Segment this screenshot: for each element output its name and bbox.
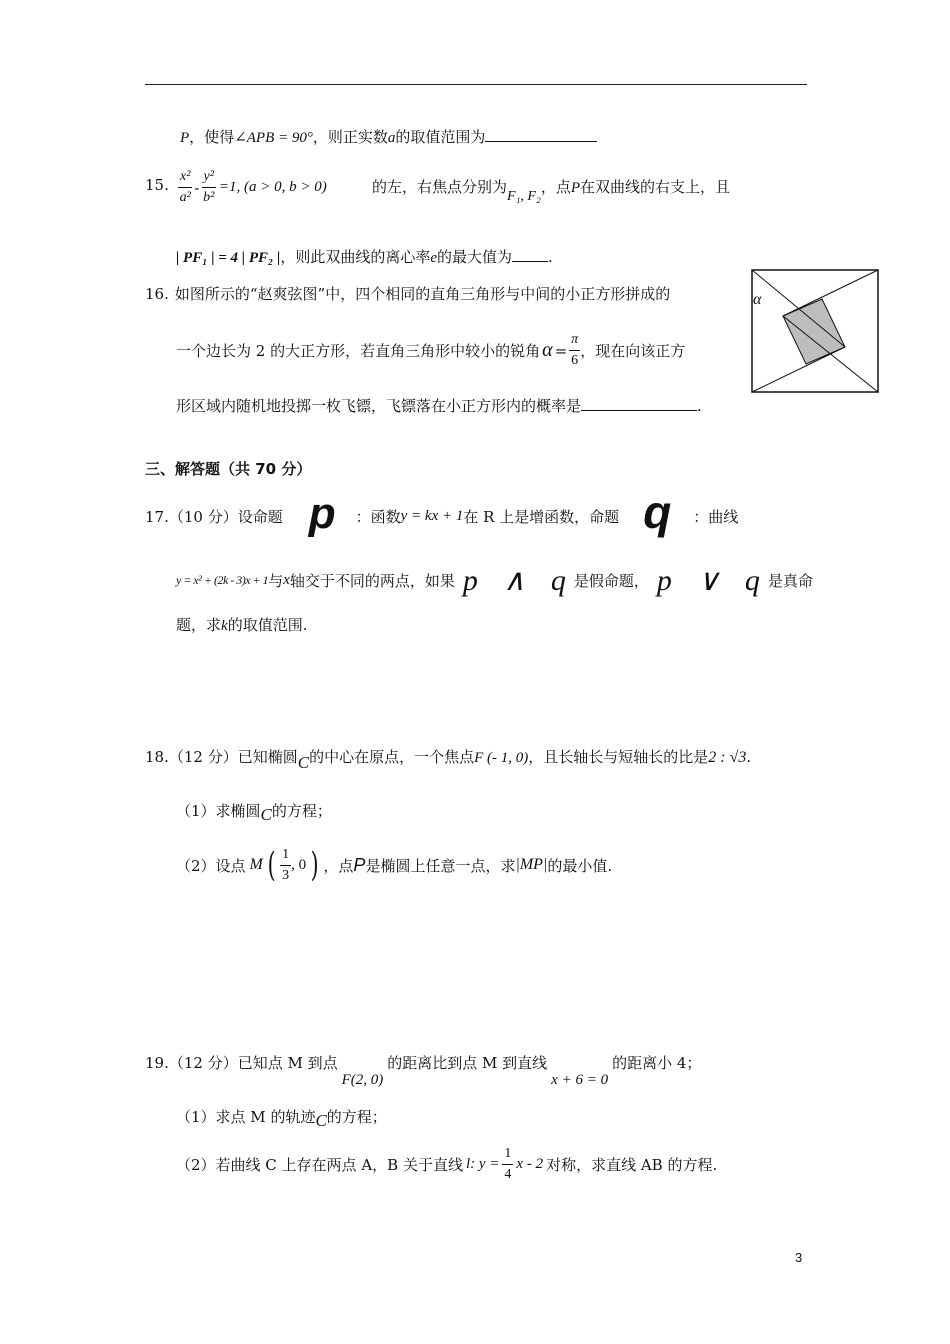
q19-part1 xyxy=(176,1106,387,1130)
q19-part1-C: C xyxy=(315,1111,327,1130)
q14-angle: ∠APB = 90° xyxy=(234,130,313,146)
q18-P: P xyxy=(353,854,366,875)
q15-line1 xyxy=(372,176,731,204)
q18-ratio: 2 : √3 xyxy=(708,749,747,766)
q19-frac: $\frac{1}{4}$ xyxy=(504,1145,512,1182)
q18-part2-text2: ，点 xyxy=(323,856,354,875)
header-rule xyxy=(145,84,807,85)
q17-text9: 的取值范围. xyxy=(227,616,308,634)
q16-answer-blank xyxy=(581,396,697,411)
q18-part1 xyxy=(176,800,332,824)
q18-My: , 0 xyxy=(291,856,307,873)
q15-eq: =1, (a > 0, b > 0) xyxy=(218,179,327,195)
q18-M: M xyxy=(249,856,263,873)
q19-F: F(2, 0) xyxy=(341,1072,384,1088)
q15-line2 xyxy=(176,246,553,267)
q16-text2b: ，现在向该正方 xyxy=(580,342,686,360)
q17-text1: ：函数 xyxy=(355,507,401,526)
q19-text1: 的距离比到点 M 到直线 xyxy=(387,1054,548,1072)
q19-number: 19.（12 分）已知点 M 到点 xyxy=(145,1054,338,1072)
q18-part1-C: C xyxy=(260,805,272,824)
q17-curve: y = x² + (2k - 3)x + 1 xyxy=(176,572,269,587)
q19-text2: 的距离小 4； xyxy=(612,1054,702,1072)
q18-C: C xyxy=(297,753,310,772)
q19-line1 xyxy=(145,1052,702,1088)
q16-text2a: 一个边长为 2 的大正方形，若直角三角形中较小的锐角 xyxy=(176,342,541,360)
q14-tail xyxy=(180,126,597,147)
q17-number: 17.（10 分）设命题 xyxy=(145,507,283,526)
q18-MP: |MP| xyxy=(515,856,548,873)
q19-part1-text: （1）求点 M 的轨迹 xyxy=(176,1108,316,1126)
q16-line1 xyxy=(145,283,670,304)
q17-line2 xyxy=(176,560,813,600)
zhao-shuang-diagram xyxy=(750,268,880,394)
q17-text6: 是假命题， xyxy=(573,571,649,590)
q18-part2: （2）设点 M ( $\frac{1}{3}$ , 0 ) ，点 P 是椭圆上任意一点，求 |MP| 的最小值. xyxy=(176,845,613,885)
q15-text5: 的最大值为 xyxy=(437,248,513,266)
q15-text4: ，则此双曲线的离心率 xyxy=(280,248,431,266)
diagram-alpha-label: α xyxy=(753,291,762,308)
q19-part2 xyxy=(176,1144,717,1184)
q17-text5: 轴交于不同的两点，如果 xyxy=(289,571,455,590)
q15-frac1: $\frac{\text{x²}}{\text{a²}}$ xyxy=(179,169,191,205)
q14-point: P xyxy=(180,130,190,146)
q16-line3 xyxy=(176,395,702,416)
q15-text3: 在双曲线的右支上，且 xyxy=(580,178,731,196)
q18-M-frac: $\frac{1}{3}$ xyxy=(282,846,290,883)
q16-end: . xyxy=(697,397,702,415)
q15-end: . xyxy=(548,248,553,266)
section3-title: 三、解答题（共 70 分） xyxy=(145,460,312,478)
q18-text1: 的中心在原点，一个焦点 xyxy=(309,748,475,766)
q19-l-tail: x - 2 xyxy=(516,1155,544,1172)
q19-l: l: y = xyxy=(465,1155,500,1172)
q15-text2: ，点 xyxy=(540,178,571,196)
q18-part2-text: （2）设点 xyxy=(176,856,246,875)
q18-part1-text2: 的方程； xyxy=(271,802,332,820)
page-number: 3 xyxy=(795,1250,803,1265)
q14-answer-blank xyxy=(485,127,597,142)
q19-part1-text2: 的方程； xyxy=(326,1108,387,1126)
q14-var: a xyxy=(387,130,396,146)
q19-line: x + 6 = 0 xyxy=(551,1072,609,1088)
q15-answer-blank xyxy=(512,247,548,262)
q17-text7: 是真命 xyxy=(767,571,813,590)
q17-prop-p: p xyxy=(308,489,336,538)
q17-text2: 在 R 上是增函数，命题 xyxy=(463,507,620,526)
q16-text3: 形区域内随机地投掷一枚飞镖，飞镖落在小正方形内的概率是 xyxy=(176,397,582,415)
q18-text2: ，且长轴长与短轴长的比是 xyxy=(528,748,709,766)
q17-k: k xyxy=(221,618,228,634)
q18-end: . xyxy=(746,748,752,766)
q19-part2-text: （2）若曲线 C 上存在两点 A，B 关于直线 xyxy=(176,1155,463,1174)
q15-e: e xyxy=(430,250,437,266)
q15-frac2: $\frac{\text{y²}}{\text{b²}}$ xyxy=(203,169,215,205)
q18-focus: F (- 1, 0) xyxy=(474,750,529,766)
q17-line1 xyxy=(145,486,739,538)
q15-foci: F₁, F₂ xyxy=(507,189,541,204)
q14-text2: ，则正实数 xyxy=(312,128,388,146)
q17-x: x xyxy=(283,571,290,588)
q17-text8: 题，求 xyxy=(176,616,222,634)
q18-number: 18.（12 分）已知椭圆 xyxy=(145,748,298,766)
q18-part1-text: （1）求椭圆 xyxy=(176,802,261,820)
q16-alpha: α xyxy=(542,339,553,361)
q15-point-p: P xyxy=(570,180,581,196)
q16-text1: 如图所示的“赵爽弦图”中，四个相同的直角三角形与中间的小正方形拼成的 xyxy=(174,285,671,303)
q17-text4: 与 xyxy=(268,571,284,590)
q18-part2-text4: 的最小值. xyxy=(547,856,613,875)
q18-line1 xyxy=(145,746,752,772)
q15-number: 15. xyxy=(145,176,169,194)
q18-part2-text3: 是椭圆上任意一点，求 xyxy=(365,856,516,875)
q15-minus: - xyxy=(194,178,200,197)
q19-part2-text2: 对称，求直线 AB 的方程. xyxy=(546,1155,718,1174)
q17-line3 xyxy=(176,614,307,635)
q15-equation xyxy=(178,170,327,205)
q17-text3: ：曲线 xyxy=(693,507,739,526)
q16-number: 16. xyxy=(145,285,169,303)
q17-func: y = kx + 1 xyxy=(400,507,464,524)
q14-text3: 的取值范围为 xyxy=(395,128,486,146)
q17-prop-q: q xyxy=(643,486,672,538)
q15-condition: | PF₁ | = 4 | PF₂ | xyxy=(176,250,281,266)
q15-text1: 的左，右焦点分别为 xyxy=(372,178,508,196)
q17-p-and-q: p ∧ q xyxy=(462,563,566,597)
q17-p-or-q: p ∨ q xyxy=(656,563,760,597)
q14-text1: ，使得 xyxy=(189,128,235,146)
q16-frac: $\frac{\pi}{6}$ xyxy=(571,332,579,368)
q16-line2: 一个边长为 2 的大正方形，若直角三角形中较小的锐角 α = $\frac{\pi}{6}$ ，现在向该正方 xyxy=(176,332,686,368)
